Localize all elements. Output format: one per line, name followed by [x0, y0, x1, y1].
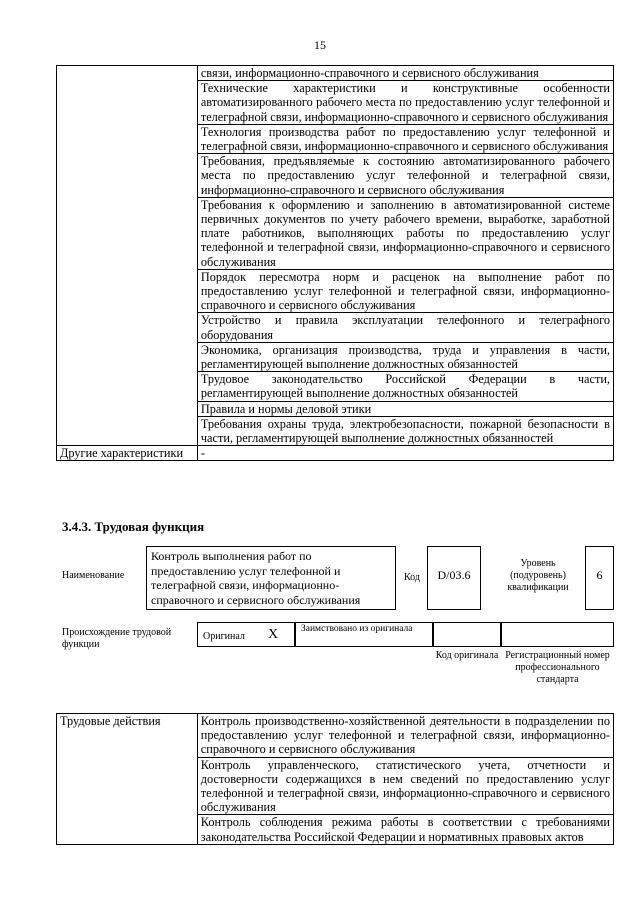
- table-cell-label: Трудовые действия: [57, 714, 198, 845]
- page-number: 15: [314, 38, 326, 52]
- table-cell-text: Трудовое законодательство Российской Федерации в части, регламентирующей выполнение должностных обязанностей: [197, 372, 613, 401]
- level-label: Уровень (подуровень) квалификации: [507, 558, 569, 593]
- table-cell-label: Другие характеристики: [57, 446, 198, 461]
- code-label: Код: [404, 572, 420, 583]
- function-name: Контроль выполнения работ по предоставлению услуг телефонной и телеграфной связи, информационно-справочного и сервисного обслуживания: [146, 546, 396, 610]
- table-cell-text: Правила и нормы деловой этики: [197, 401, 613, 416]
- labor-actions-table: [56, 713, 614, 845]
- origin-code-box: [433, 622, 501, 647]
- table-cell-text: Контроль производственно-хозяйственной деятельности в подразделении по предоставлению услуг телефонной и телеграфной связи, информационно-справочного и сервисного обслуживания: [197, 714, 613, 758]
- table-row: [57, 714, 614, 758]
- table-cell-text: Устройство и правила эксплуатации телефонного и телеграфного оборудования: [197, 313, 613, 342]
- reg-number-caption: Регистрационный номер профессионального стандарта: [505, 650, 610, 685]
- table-cell-text: Требования охраны труда, электробезопасности, пожарной безопасности в части, регламентирующей выполнение должностных обязанностей: [197, 416, 613, 445]
- original-label: Оригинал: [203, 631, 245, 642]
- knowledge-table: [56, 65, 614, 461]
- table-cell-text: Порядок пересмотра норм и расценок на выполнение работ по предоставлению услуг телефонной и телеграфной связи, информационно-справочного и сервисного обслуживания: [197, 269, 613, 313]
- function-code: D/03.6: [427, 546, 481, 610]
- table-cell-text: Контроль управленческого, статистического учета, отчетности и достоверности содержащихся в нем сведений по предоставлению услуг телефонной и телеграфной связи, информационно-справочного и сервисного обслуживания: [197, 757, 613, 815]
- table-row: [57, 66, 614, 81]
- table-cell-text: Экономика, организация производства, труда и управления в части, регламентирующей выполнение должностных обязанностей: [197, 342, 613, 371]
- table-cell-text: -: [197, 446, 613, 461]
- table-cell-text: связи, информационно-справочного и сервисного обслуживания: [197, 66, 613, 81]
- origin-code-caption: Код оригинала: [435, 650, 499, 661]
- table-cell-text: Требования, предъявляемые к состоянию автоматизированного рабочего места по предоставлению услуг телефонной и телеграфной связи, информационно-справочного и сервисного обслуживания: [197, 154, 613, 198]
- table-cell-text: Технические характеристики и конструктивные особенности автоматизированного рабочего места по предоставлению услуг телефонной и телеграфной связи, информационно-справочного и сервисного обслуживания: [197, 81, 613, 125]
- borrowed-box: Заимствовано из оригинала: [295, 622, 433, 647]
- name-label: Наименование: [62, 570, 125, 581]
- origin-label: Происхождение трудовой функции: [62, 627, 172, 650]
- qualification-level: 6: [585, 546, 614, 610]
- original-box: [197, 622, 295, 647]
- reg-number-box: [501, 622, 614, 647]
- section-heading: 3.4.3. Трудовая функция: [62, 519, 205, 534]
- original-mark: X: [268, 627, 279, 642]
- table-cell-label: [57, 66, 198, 446]
- table-cell-text: Технология производства работ по предоставлению услуг телефонной и телеграфной связи, информационно-справочного и сервисного обслуживания: [197, 124, 613, 153]
- table-cell-text: Контроль соблюдения режима работы в соответствии с требованиями законодательства Российской Федерации и нормативных правовых актов: [197, 815, 613, 844]
- table-row: [57, 446, 614, 461]
- table-cell-text: Требования к оформлению и заполнению в автоматизированной системе первичных документов по учету рабочего времени, выработке, заработной плате работников, выполняющих работы по предоставлению услуг телефонной и телеграфной связи, информационно-справочного и сервисного обслуживания: [197, 197, 613, 269]
